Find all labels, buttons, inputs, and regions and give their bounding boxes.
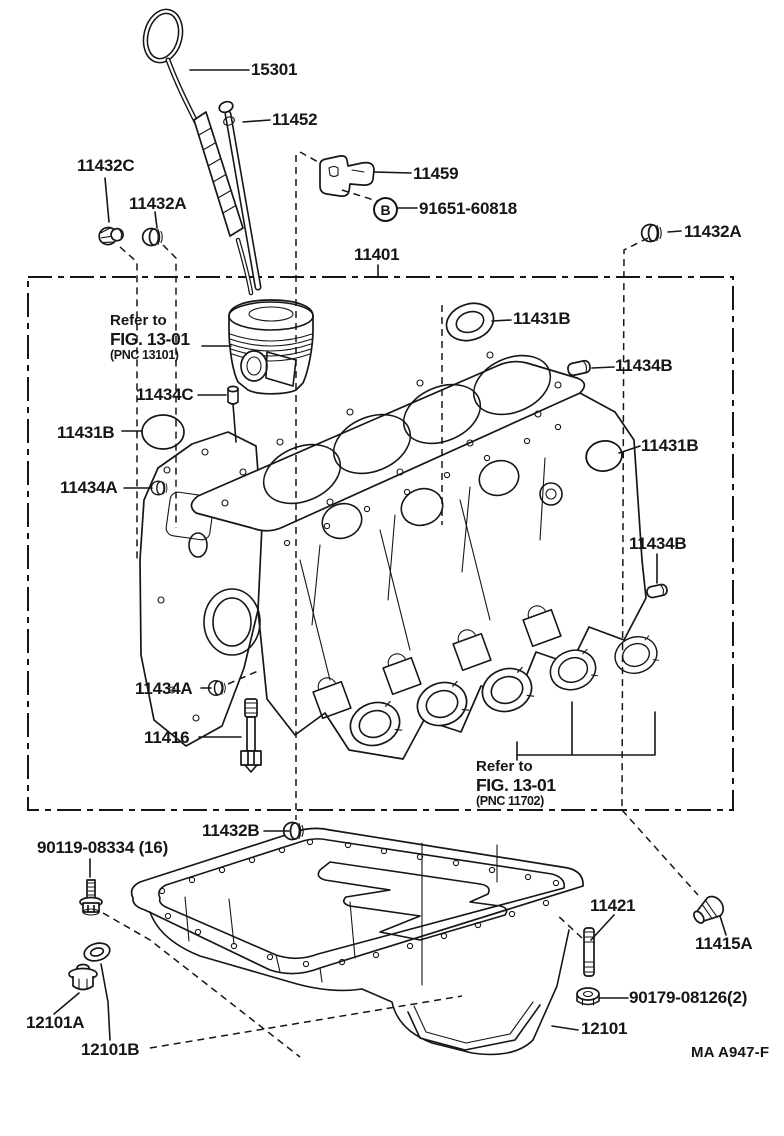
label-11432c: 11432C	[77, 156, 135, 175]
engine-block-drawing	[140, 345, 662, 759]
label-91651-60818: 91651-60818	[419, 199, 518, 218]
bolt-90119-glyph	[80, 880, 102, 915]
note-line-3: (PNC 11702)	[476, 793, 544, 808]
seal-11431b-top-glyph	[442, 297, 499, 346]
label-12101: 12101	[581, 1019, 628, 1038]
label-11434b-lower: 11434B	[629, 534, 687, 553]
note-line-2: FIG. 13-01	[110, 328, 190, 349]
note-line-2: FIG. 13-01	[476, 774, 556, 795]
figure-code: MA A947-F	[691, 1044, 770, 1061]
label-12101b: 12101B	[81, 1040, 140, 1059]
label-11434c: 11434C	[136, 385, 194, 404]
marker-b-badge: B	[373, 197, 398, 222]
label-11434a-bottom: 11434A	[135, 679, 193, 698]
drain-plug-12101a-glyph	[69, 965, 97, 990]
label-11432b: 11432B	[202, 821, 260, 840]
oil-pan-drawing	[132, 828, 584, 1054]
piston-drawing	[229, 300, 313, 394]
pin-11434b-upper-glyph	[567, 360, 591, 376]
label-11432a-right: 11432A	[684, 222, 742, 241]
note-refer-fig-13-01-piston	[110, 313, 190, 363]
note-line-1: Refer to	[110, 312, 167, 329]
label-11401: 11401	[354, 245, 400, 264]
bracket-drawing	[320, 156, 374, 196]
label-11452: 11452	[272, 110, 318, 129]
label-11434b-upper: 11434B	[615, 356, 673, 375]
note-line-3: (PNC 13101)	[110, 347, 179, 362]
part-11434c-glyph	[228, 386, 238, 404]
nut-90179-glyph	[577, 988, 599, 1005]
label-12101a: 12101A	[26, 1013, 85, 1032]
note-line-1: Refer to	[476, 758, 533, 775]
plug-11431b-left-glyph	[142, 415, 184, 449]
label-11432a-left: 11432A	[129, 194, 187, 213]
label-11431b-top: 11431B	[513, 309, 571, 328]
plug-11432a-left-glyph	[143, 229, 163, 246]
label-11431b-right: 11431B	[641, 436, 699, 455]
pin-11434b-lower-glyph	[646, 584, 668, 599]
label-11459: 11459	[413, 164, 459, 183]
label-11421: 11421	[590, 896, 636, 915]
label-11416: 11416	[144, 728, 190, 747]
stud-11421-glyph	[584, 928, 594, 976]
note-refer-fig-13-01-bearings	[476, 759, 556, 809]
stud-11416-glyph	[241, 699, 261, 772]
label-15301: 15301	[251, 60, 298, 79]
plug-11432c-glyph	[97, 224, 125, 247]
label-11415a: 11415A	[695, 934, 753, 953]
label-90179-08126: 90179-08126(2)	[629, 988, 748, 1007]
label-11431b-left: 11431B	[57, 423, 115, 442]
gasket-12101b-glyph	[82, 940, 112, 963]
label-11434a-left: 11434A	[60, 478, 118, 497]
label-90119-08334: 90119-08334 (16)	[37, 838, 169, 857]
